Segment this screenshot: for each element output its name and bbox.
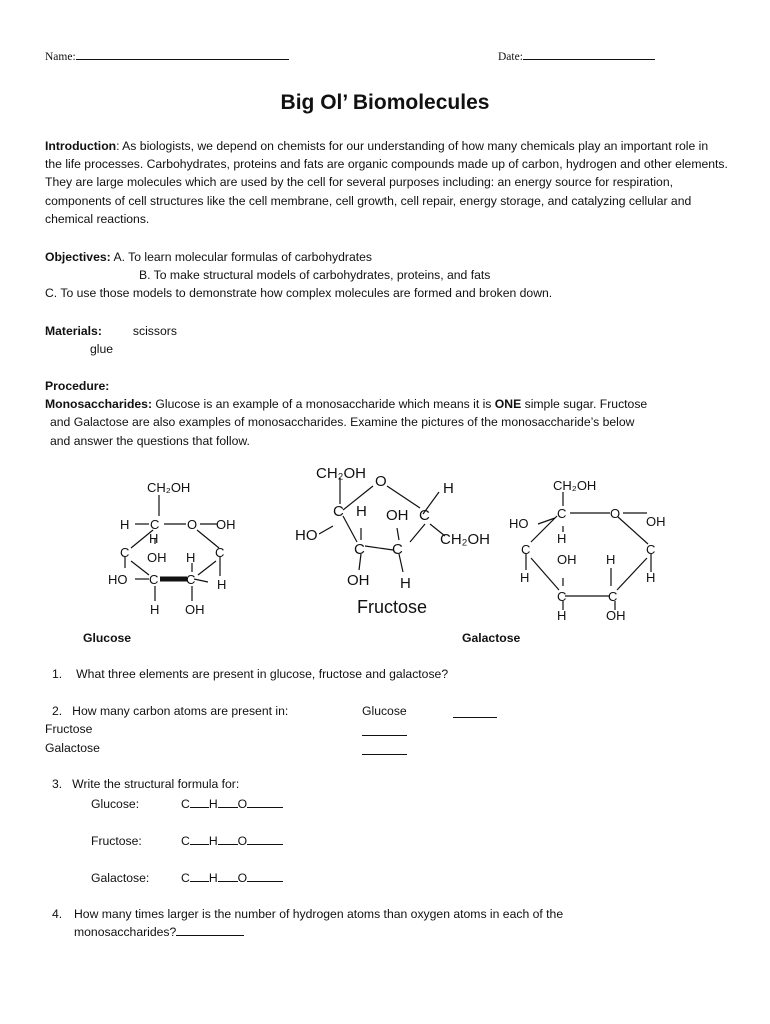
glucose-atom-c2: C (120, 545, 130, 560)
glucose-atom-c4: C (149, 572, 159, 587)
q2-fructose-label: Fructose (45, 722, 93, 736)
q2-glucose-blank[interactable] (453, 707, 497, 718)
galactose-c-blank[interactable] (190, 871, 209, 882)
glucose-atom-h5: H (150, 602, 160, 617)
objective-b: B. To make structural models of carbohydrates, proteins, and fats (139, 268, 491, 283)
glucose-atom-c3: C (215, 545, 225, 560)
galactose-atom-c4: C (557, 589, 567, 604)
glucose-atom-oh3: OH (185, 602, 205, 617)
glucose-ch2oh: CH₂OH (147, 480, 191, 495)
formula-h: H (208, 797, 218, 811)
glucose-atom-oh1: OH (216, 517, 236, 532)
objectives-label: Objectives: (45, 250, 111, 264)
question-2 (52, 702, 288, 720)
q2-galactose-blank[interactable] (362, 744, 407, 755)
glucose-atom-c5: C (186, 572, 196, 587)
glucose-atom-h4: H (217, 577, 227, 592)
fructose-c-blank[interactable] (190, 834, 209, 845)
question-1 (52, 665, 448, 683)
fructose-atom-oh2: OH (347, 572, 370, 589)
fructose-atom-oh1: OH (386, 507, 409, 524)
q1-text: What three elements are present in glucose, fructose and galactose? (76, 667, 449, 681)
formula-o: O (237, 834, 248, 848)
galactose-atom-oh3: OH (606, 608, 626, 623)
galactose-atom-c2: C (521, 542, 531, 557)
fructose-atom-c2: C (419, 507, 430, 524)
formula-c: C (181, 871, 190, 885)
procedure (45, 377, 728, 450)
intro-text: : As biologists, we depend on chemists for our understanding of how many chemicals play an important role in the life processes. Carbohydrates, proteins and fats are organic compounds made up of carbon, hydrogen and other elements. They are large molecules which are used by the cell for several purposes including: an energy source for respiration, components of cell structures like the cell membrane, cell growth, cell repair, energy storage, and catalyzing cellular and chemical reactions. (45, 139, 728, 226)
glucose-caption: Glucose (83, 631, 132, 645)
formula-o: O (237, 797, 248, 811)
mono-line-2: and Galactose are also examples of monosaccharides. Examine the pictures of the monosaccharide’s below (50, 415, 635, 430)
q3-galactose-label: Galactose: (91, 871, 150, 885)
galactose-structure (509, 478, 666, 623)
galactose-atom-oh1: OH (646, 514, 666, 529)
q3-glucose-formula[interactable] (181, 795, 283, 813)
mono-one: ONE (494, 397, 522, 412)
monosaccharides-label: Monosaccharides: (45, 397, 153, 412)
q3-text: Write the structural formula for: (72, 777, 240, 791)
glucose-o-blank[interactable] (247, 797, 283, 808)
q4-blank[interactable] (176, 925, 244, 936)
galactose-o-blank[interactable] (247, 871, 283, 882)
fructose-atom-c3: C (354, 541, 365, 558)
galactose-ch2oh: CH₂OH (553, 478, 597, 493)
galactose-caption: Galactose (462, 631, 521, 645)
date-blank[interactable] (523, 48, 655, 60)
formula-c: C (181, 797, 190, 811)
galactose-atom-h4: H (520, 570, 530, 585)
fructose-ch2oh-right: CH₂OH (440, 531, 490, 548)
objective-a: A. To learn molecular formulas of carbohydrates (113, 250, 372, 264)
mono-text-2: simple sugar. Fructose (521, 397, 648, 412)
name-field[interactable] (45, 48, 289, 63)
mono-text-1: Glucose is an example of a monosaccharide which means it is (152, 397, 495, 412)
material-scissors: scissors (132, 324, 177, 338)
q3-glucose-label: Glucose: (91, 797, 140, 811)
fructose-atom-h3: H (400, 575, 411, 592)
formula-c: C (181, 834, 190, 848)
glucose-atom-o: O (187, 517, 198, 532)
q4-line-2 (74, 923, 244, 941)
q2-text: How many carbon atoms are present in: (72, 704, 289, 718)
q2-number: 2. (52, 704, 63, 718)
galactose-atom-h3: H (606, 552, 616, 567)
galactose-atom-c3: C (646, 542, 656, 557)
formula-h: H (208, 834, 218, 848)
question-3 (52, 775, 239, 793)
fructose-ch2oh-top: CH₂OH (316, 465, 366, 482)
glucose-atom-c1: C (150, 517, 160, 532)
fructose-atom-c4: C (392, 541, 403, 558)
galactose-atom-ho1: HO (509, 516, 529, 531)
glucose-h-blank[interactable] (218, 797, 238, 808)
objectives (45, 248, 735, 303)
q2-fructose-blank[interactable] (362, 725, 407, 736)
q2-galactose-label: Galactose (45, 741, 100, 755)
glucose-atom-h2: H (149, 531, 159, 546)
glucose-c-blank[interactable] (190, 797, 209, 808)
introduction (45, 137, 728, 228)
fructose-atom-h2: H (356, 503, 367, 520)
q3-galactose-formula[interactable] (181, 869, 283, 887)
material-glue: glue (90, 342, 114, 357)
mono-line-3: and answer the questions that follow. (50, 433, 250, 448)
date-label: Date: (498, 51, 523, 63)
fructose-structure (295, 465, 490, 617)
fructose-atom-o: O (375, 473, 387, 490)
q1-number: 1. (52, 667, 63, 681)
glucose-atom-oh2: OH (147, 550, 167, 565)
q3-number: 3. (52, 777, 63, 791)
galactose-atom-oh2: OH (557, 552, 577, 567)
name-label: Name: (45, 51, 76, 63)
glucose-atom-h1: H (120, 517, 130, 532)
materials (45, 322, 445, 358)
intro-label: Introduction (45, 139, 117, 153)
galactose-atom-o: O (610, 506, 621, 521)
galactose-atom-h1: H (557, 531, 567, 546)
glucose-atom-ho: HO (108, 572, 128, 587)
galactose-h-blank[interactable] (218, 871, 238, 882)
q4-number: 4. (52, 907, 63, 921)
formula-o: O (237, 871, 248, 885)
materials-label: Materials: (45, 324, 102, 338)
monosaccharide-diagrams (95, 458, 685, 628)
objective-c: C. To use those models to demonstrate how complex molecules are formed and broken down. (45, 286, 553, 301)
glucose-structure (108, 480, 236, 617)
formula-h: H (208, 871, 218, 885)
page-title: Big Ol’ Biomolecules (280, 91, 490, 114)
fructose-atom-c1: C (333, 503, 344, 520)
q3-fructose-formula[interactable] (181, 832, 283, 850)
fructose-caption: Fructose (357, 597, 428, 617)
galactose-atom-h5: H (646, 570, 656, 585)
galactose-atom-h6: H (557, 608, 567, 623)
fructose-o-blank[interactable] (247, 834, 283, 845)
q3-fructose-label: Fructose: (91, 834, 142, 848)
q4-text-2: monosaccharides? (74, 925, 177, 939)
q2-glucose-label: Glucose (362, 704, 407, 718)
q4-line-1: How many times larger is the number of hydrogen atoms than oxygen atoms in each of the (74, 907, 564, 921)
fructose-h-blank[interactable] (218, 834, 238, 845)
galactose-atom-c1: C (557, 506, 567, 521)
date-field[interactable] (498, 48, 655, 63)
glucose-atom-h3: H (186, 550, 196, 565)
galactose-atom-c5: C (608, 589, 618, 604)
procedure-label: Procedure: (45, 379, 110, 393)
fructose-atom-ho: HO (295, 527, 318, 544)
name-blank[interactable] (76, 48, 289, 60)
fructose-atom-h1: H (443, 480, 454, 497)
